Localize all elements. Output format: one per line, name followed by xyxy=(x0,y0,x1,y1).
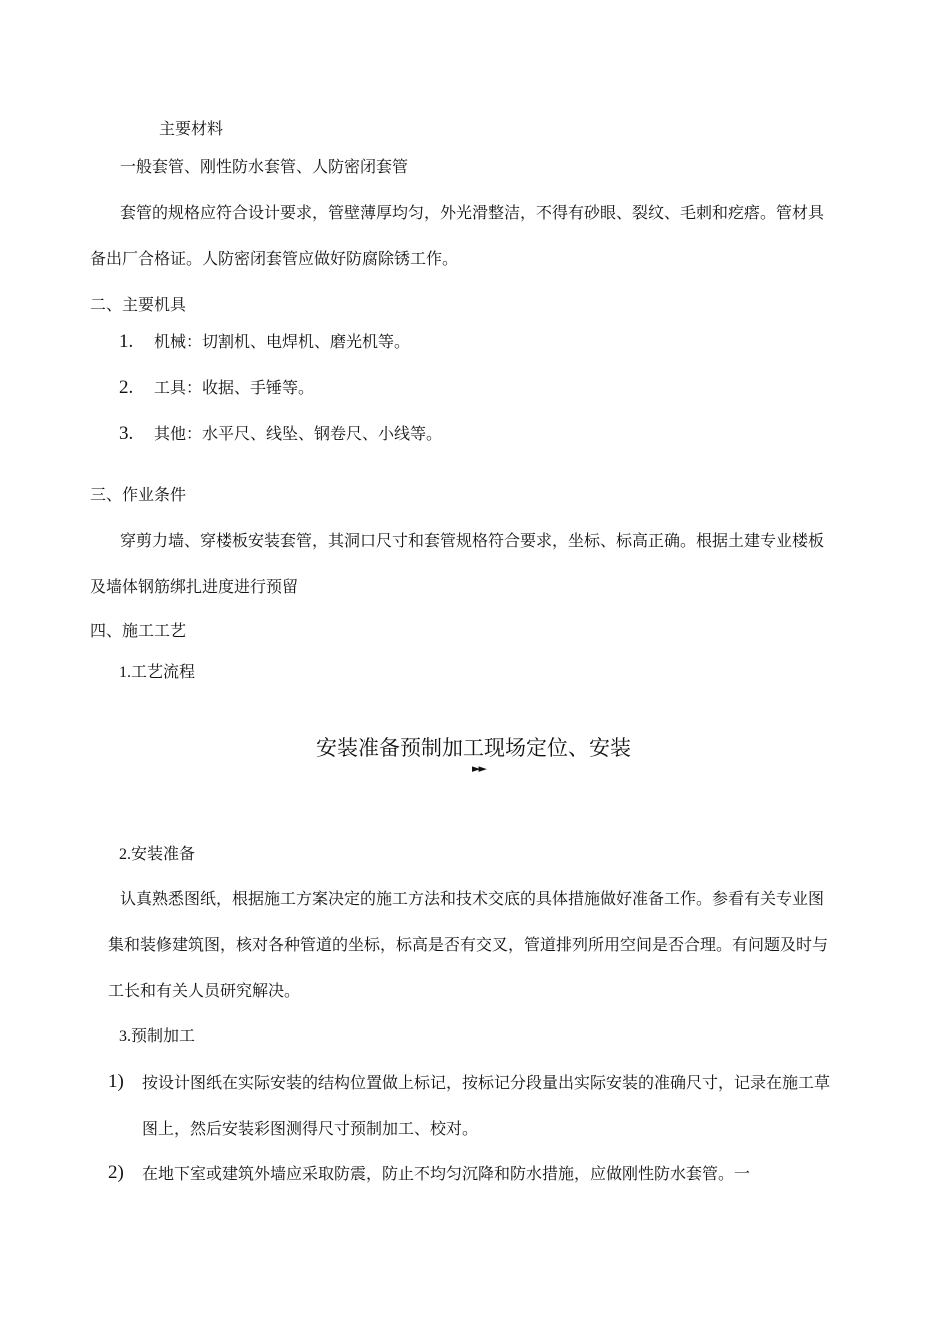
process-heading: 四、施工工艺 xyxy=(90,621,187,640)
materials-paragraph-line2: 备出厂合格证。人防密闭套管应做好防腐除锈工作。 xyxy=(90,249,459,268)
materials-subtitle: 一般套管、刚性防水套管、人防密闭套管 xyxy=(120,157,409,176)
conditions-heading: 三、作业条件 xyxy=(90,485,187,504)
preparation-paragraph-line1: 认真熟悉图纸，根据施工方案决定的施工方法和技术交底的具体措施做好准备工作。参看有关专业图 xyxy=(120,889,825,908)
step-1-number: 1) xyxy=(108,1071,124,1092)
tools-item-2-number: 2. xyxy=(119,377,134,398)
step-1-line2: 图上，然后安装彩图测得尺寸预制加工、校对。 xyxy=(142,1119,479,1138)
tools-item-1-text: 机械：切割机、电焊机、磨光机等。 xyxy=(154,332,411,351)
materials-paragraph-line1: 套管的规格应符合设计要求，管壁薄厚均匀，外光滑整洁，不得有砂眼、裂纹、毛刺和疙瘩。管材具 xyxy=(120,203,825,222)
tools-item-2-text: 工具：收据、手锤等。 xyxy=(154,378,315,397)
preparation-paragraph-line3: 工长和有关人员研究解决。 xyxy=(108,981,301,1000)
process-flow-diagram-text: 安装准备预制加工现场定位、安装 xyxy=(316,736,631,760)
tools-heading: 二、主要机具 xyxy=(90,295,187,314)
flow-arrow-icon: ►► xyxy=(472,762,485,775)
tools-item-3-text: 其他：水平尺、线坠、钢卷尺、小线等。 xyxy=(154,424,443,443)
tools-item-3-number: 3. xyxy=(119,423,134,444)
conditions-paragraph-line2: 及墙体钢筋绑扎进度进行预留 xyxy=(90,577,299,596)
step-2-number: 2) xyxy=(108,1162,124,1183)
process-flow-subheading: 1.工艺流程 xyxy=(119,664,196,681)
materials-title: 主要材料 xyxy=(159,119,224,138)
preparation-paragraph-line2: 集和装修建筑图，核对各种管道的坐标，标高是否有交叉，管道排列所用空间是否合理。有问题及时与 xyxy=(108,935,829,954)
step-2-line1: 在地下室或建筑外墙应采取防震，防止不均匀沉降和防水措施，应做刚性防水套管。一 xyxy=(142,1164,751,1183)
tools-item-1-number: 1. xyxy=(119,331,134,352)
conditions-paragraph-line1: 穿剪力墙、穿楼板安装套管，其洞口尺寸和套管规格符合要求，坐标、标高正确。根据土建专业楼板 xyxy=(120,531,825,550)
step-1-line1: 按设计图纸在实际安装的结构位置做上标记，按标记分段量出实际安装的准确尺寸，记录在施工草 xyxy=(142,1073,831,1092)
prefabrication-subheading: 3.预制加工 xyxy=(119,1028,196,1045)
preparation-subheading: 2.安装准备 xyxy=(119,846,196,863)
